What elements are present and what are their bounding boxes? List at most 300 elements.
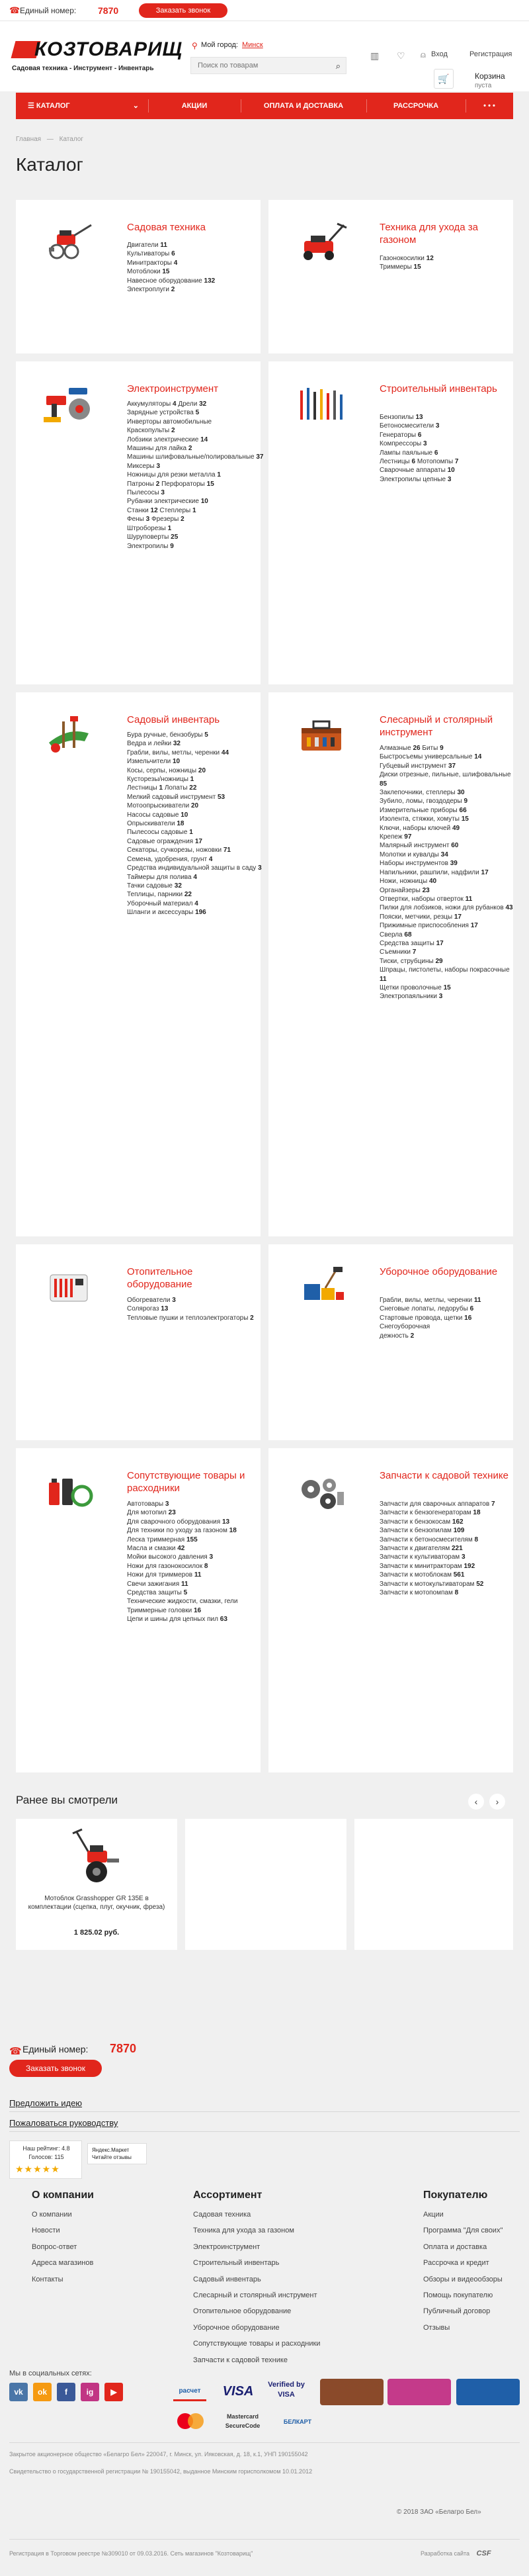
subcategory-name[interactable]: Станки (127, 506, 149, 514)
subcategory-item[interactable] (127, 739, 266, 748)
subcategory-item[interactable] (380, 806, 518, 815)
subcategory-item[interactable] (380, 1500, 518, 1508)
subcategory-name[interactable]: Зарядные устройства (127, 409, 194, 417)
subcategory-item[interactable] (380, 753, 518, 761)
complain-link[interactable]: Пожаловаться руководству (9, 2118, 118, 2128)
subcategory-item[interactable] (380, 868, 518, 877)
carousel-prev-button[interactable]: ‹ (468, 1794, 484, 1810)
subcategory-name[interactable]: Запчасти к бензокосам (380, 1518, 451, 1526)
subcategory-item[interactable] (127, 749, 266, 757)
subcategory-item[interactable] (127, 731, 266, 739)
subcategory-item[interactable] (127, 1544, 266, 1553)
subcategory-item[interactable] (127, 766, 266, 775)
subcategory-item[interactable] (380, 895, 518, 903)
subcategory-item[interactable] (127, 1553, 266, 1561)
subcategory-item[interactable] (127, 426, 266, 435)
subcategory-item[interactable] (127, 524, 266, 533)
subcategory-item[interactable] (127, 1606, 266, 1615)
subcategory-item[interactable] (127, 444, 266, 453)
subcategory-item[interactable] (127, 873, 266, 882)
subcategory-name[interactable]: Мойки высокого давления (127, 1553, 208, 1561)
footer-link[interactable]: Оплата и доставка (423, 2242, 487, 2251)
subcategory-item[interactable] (127, 436, 266, 444)
logo[interactable]: КОЗТОВАРИЩ (34, 38, 183, 60)
subcategory-name[interactable]: Цепи и шины для цепных пил (127, 1616, 218, 1624)
subcategory-item[interactable] (380, 1553, 518, 1561)
subcategory-name[interactable]: Тепловые пушки и теплоэлектрогаторы (127, 1314, 249, 1322)
footer-link[interactable]: Сопутствующие товары и расходники (193, 2340, 321, 2348)
cleaning-tools-icon[interactable] (295, 1265, 348, 1308)
gears-icon[interactable] (295, 1469, 348, 1512)
subcategory-item[interactable] (127, 899, 266, 908)
footer-link[interactable]: Электроинструмент (193, 2242, 261, 2251)
nav-catalog[interactable] (16, 93, 148, 119)
cart-icon[interactable]: 🛒 (434, 69, 454, 89)
heater-icon[interactable] (42, 1265, 95, 1308)
subcategory-item[interactable] (127, 497, 266, 506)
nav-promo[interactable]: АКЦИИ (181, 102, 208, 110)
subcategory-name[interactable]: Для сварочного оборудования (127, 1518, 221, 1526)
footer-link[interactable]: Публичный договор (423, 2307, 491, 2316)
city-selector[interactable]: Минск (242, 41, 263, 49)
subcategory-name[interactable]: Опрыскиватели (127, 820, 175, 828)
subcategory-item[interactable] (127, 1580, 266, 1588)
subcategory-name[interactable]: Стартовые провода, щетки (380, 1314, 463, 1322)
footer-phone-number[interactable]: 7870 (110, 2042, 137, 2055)
subcategory-name[interactable]: Электропилы (127, 542, 169, 550)
subcategory-item[interactable] (380, 1508, 518, 1517)
cultivator-icon[interactable] (42, 221, 95, 263)
subcategory-name[interactable]: Запчасти к двигателям (380, 1545, 450, 1553)
subcategory-item[interactable] (380, 815, 518, 823)
subcategory-name[interactable]: Грабли, вилы, метлы, черенки (380, 1297, 473, 1304)
subcategory-name[interactable]: Фрезеры (151, 516, 179, 524)
subcategory-item[interactable] (380, 788, 518, 797)
subcategory-item[interactable] (380, 1314, 518, 1322)
subcategory-item[interactable] (127, 1562, 266, 1571)
subcategory-name[interactable]: Лобзики электрические (127, 436, 199, 443)
subcategory-name[interactable]: Лампы паяльные (380, 449, 433, 457)
subcategory-item[interactable] (380, 877, 518, 886)
subcategory-name[interactable]: Перфораторы (161, 480, 205, 488)
subcategory-item[interactable] (127, 259, 266, 267)
subcategory-item[interactable] (127, 793, 266, 802)
category-title[interactable]: Электроинструмент (127, 383, 219, 394)
subcategory-name[interactable]: Средства защиты (380, 939, 434, 947)
subcategory-name[interactable]: Уборочный материал (127, 899, 193, 907)
subcategory-name[interactable]: Мотоблоки (127, 268, 161, 276)
subcategory-name[interactable]: Мотопомпы (417, 458, 454, 466)
subcategory-item[interactable] (127, 241, 266, 250)
subcategory-name[interactable]: Сварочные аппараты (380, 467, 446, 475)
subcategory-name[interactable]: Пилки для лобзиков, ножи для рубанков (380, 904, 504, 912)
subcategory-name[interactable]: Триммерные головки (127, 1606, 192, 1614)
subcategory-name[interactable]: Триммеры (380, 263, 412, 271)
subcategory-name[interactable]: Машины шлифовальные/полировальные (127, 453, 255, 461)
footer-link[interactable]: Контакты (32, 2275, 63, 2283)
subcategory-item[interactable] (127, 1518, 266, 1526)
subcategory-item[interactable] (127, 1588, 266, 1597)
subcategory-name[interactable]: Тачки садовые (127, 882, 173, 890)
subcategory-name[interactable]: Кусторезы/ножницы (127, 776, 188, 784)
subcategory-name[interactable]: Измерительные приборы (380, 806, 458, 814)
subcategory-name[interactable]: Заклепочники, степлеры (380, 789, 456, 797)
subcategory-item[interactable] (127, 277, 266, 285)
phone-number[interactable]: 7870 (98, 5, 119, 16)
subcategory-item[interactable] (380, 1322, 518, 1331)
cart-label[interactable]: Корзина (475, 71, 505, 81)
subcategory-name[interactable]: Электропилы цепные (380, 475, 446, 483)
subcategory-item[interactable] (380, 957, 518, 966)
subcategory-item[interactable] (127, 908, 266, 917)
subcategory-item[interactable] (380, 1518, 518, 1526)
subcategory-name[interactable]: Губцевый инструмент (380, 762, 447, 770)
footer-link[interactable]: Строительный инвентарь (193, 2259, 280, 2268)
subcategory-item[interactable] (380, 466, 518, 475)
subcategory-item[interactable] (127, 757, 266, 766)
toolbox-icon[interactable] (295, 713, 348, 756)
subcategory-item[interactable] (380, 762, 518, 770)
subcategory-name[interactable]: Средства индивидуальной защиты в саду (127, 864, 257, 872)
footer-link[interactable]: Садовый инвентарь (193, 2275, 261, 2283)
subcategory-name[interactable]: Рубанки электрические (127, 498, 199, 506)
footer-link[interactable]: Новости (32, 2227, 60, 2235)
subcategory-name[interactable]: Запчасти к минитракторам (380, 1562, 462, 1570)
subcategory-name[interactable]: Генераторы (380, 431, 417, 439)
subcategory-name[interactable]: Запчасти к мотокультиваторам (380, 1580, 475, 1588)
subcategory-item[interactable] (127, 480, 266, 488)
subcategory-item[interactable] (380, 413, 518, 422)
subcategory-name[interactable]: Степлеры (159, 506, 191, 514)
construction-tools-icon[interactable] (295, 383, 348, 425)
subcategory-name[interactable]: Насосы садовые (127, 811, 179, 819)
subcategory-item[interactable] (380, 1305, 518, 1313)
subcategory-item[interactable] (127, 864, 266, 872)
subcategory-name[interactable]: Ножи, ножницы (380, 878, 428, 886)
subcategory-name[interactable]: Алмазные (380, 745, 411, 752)
category-title[interactable]: Строительный инвентарь (380, 383, 497, 394)
subcategory-item[interactable] (380, 931, 518, 939)
subcategory-item[interactable] (380, 457, 518, 466)
footer-link[interactable]: Запчасти к садовой технике (193, 2356, 288, 2364)
subcategory-name[interactable]: Навесное оборудование (127, 277, 202, 285)
subcategory-item[interactable] (380, 886, 518, 895)
subcategory-item[interactable] (380, 422, 518, 430)
recent-product-card[interactable] (16, 1819, 177, 1950)
subcategory-name[interactable]: Ножницы для резки металла (127, 471, 216, 479)
subcategory-item[interactable] (380, 449, 518, 457)
carousel-next-button[interactable]: › (489, 1794, 505, 1810)
subcategory-item[interactable] (127, 775, 266, 784)
subcategory-name[interactable]: Газонокосилки (380, 255, 425, 262)
footer-link[interactable]: Программа "Для своих" (423, 2227, 503, 2235)
subcategory-item[interactable] (127, 802, 266, 810)
subcategory-item[interactable] (380, 1544, 518, 1553)
subcategory-name[interactable]: Запчасти к бетоносмесителям (380, 1536, 473, 1543)
subcategory-item[interactable] (380, 263, 518, 271)
subcategory-item[interactable] (127, 488, 266, 497)
subcategory-item[interactable] (380, 841, 518, 850)
subcategory-item[interactable] (127, 1571, 266, 1579)
footer-link[interactable]: Обзоры и видеообзоры (423, 2275, 503, 2283)
subcategory-name[interactable]: Для техники по уходу за газоном (127, 1527, 227, 1535)
subcategory-item[interactable] (127, 267, 266, 276)
register-link[interactable]: Регистрация (469, 50, 512, 58)
subcategory-item[interactable] (380, 903, 518, 912)
subcategory-name[interactable]: Запчасти к бензогенераторам (380, 1509, 471, 1517)
subcategory-name[interactable]: Таймеры для полива (127, 873, 192, 881)
subcategory-name[interactable]: Лестницы (127, 784, 157, 792)
subcategory-name[interactable]: дежность (380, 1332, 409, 1340)
subcategory-name[interactable]: Минитракторы (127, 259, 172, 267)
subcategory-item[interactable] (380, 1296, 518, 1305)
subcategory-name[interactable]: Диски отрезные, пильные, шлифовальные (380, 771, 511, 779)
subcategory-item[interactable] (127, 846, 266, 854)
subcategory-name[interactable]: Малярный инструмент (380, 842, 450, 850)
footer-link[interactable]: Отзывы (423, 2323, 450, 2332)
subcategory-name[interactable]: Наборы инструментов (380, 860, 448, 868)
rating-widget[interactable] (9, 2140, 82, 2179)
subcategory-item[interactable] (380, 966, 518, 984)
subcategory-name[interactable]: Инверторы автомобильные (127, 418, 212, 426)
subcategory-name[interactable]: Средства защиты (127, 1589, 182, 1597)
footer-link[interactable]: Вопрос-ответ (32, 2242, 77, 2251)
subcategory-name[interactable]: Компрессоры (380, 440, 422, 448)
subcategory-item[interactable] (127, 1597, 266, 1606)
subcategory-item[interactable] (127, 408, 266, 417)
subcategory-item[interactable] (380, 1526, 518, 1535)
subcategory-name[interactable]: Фены (127, 516, 144, 524)
subcategory-item[interactable] (380, 797, 518, 805)
subcategory-name[interactable]: Секаторы, сучкорезы, ножовки (127, 847, 222, 854)
subcategory-item[interactable] (380, 851, 518, 859)
subcategory-name[interactable]: Пылесосы садовые (127, 829, 188, 837)
category-title[interactable]: Слесарный и столярный инструмент (380, 714, 493, 738)
subcategory-item[interactable] (127, 533, 266, 541)
suggest-idea-link[interactable]: Предложить идею (9, 2098, 83, 2108)
category-title[interactable]: Техника для ухода за газоном (380, 222, 479, 246)
subcategory-item[interactable] (127, 882, 266, 890)
subcategory-name[interactable]: Запчасти к культиваторам (380, 1553, 460, 1561)
subcategory-item[interactable] (380, 770, 518, 788)
breadcrumb-home[interactable]: Главная (16, 136, 42, 143)
subcategory-name[interactable]: Запчасти к мотопомпам (380, 1589, 453, 1597)
subcategory-name[interactable]: Шланги и аксессуары (127, 909, 194, 917)
footer-link[interactable]: Помощь покупателю (423, 2291, 493, 2300)
subcategory-item[interactable] (127, 1314, 266, 1322)
subcategory-item[interactable] (127, 855, 266, 864)
subcategory-name[interactable]: Мотоопрыскиватели (127, 802, 190, 810)
category-title[interactable]: Садовая техника (127, 222, 206, 233)
login-link[interactable]: Вход (431, 50, 448, 58)
nav-more[interactable]: • • • (483, 102, 495, 110)
subcategory-item[interactable] (380, 1332, 518, 1340)
subcategory-name[interactable]: Запчасти для сварочных аппаратов (380, 1500, 490, 1508)
subcategory-item[interactable] (380, 984, 518, 992)
subcategory-name[interactable]: Семена, удобрения, грунт (127, 855, 208, 863)
subcategory-name[interactable]: Ножи для газонокосилок (127, 1562, 203, 1570)
vk-icon[interactable]: vk (9, 2383, 28, 2401)
subcategory-item[interactable] (380, 744, 518, 753)
footer-link[interactable]: Техника для ухода за газоном (193, 2227, 294, 2235)
fb-icon[interactable]: f (57, 2383, 75, 2401)
subcategory-item[interactable] (127, 515, 266, 524)
subcategory-name[interactable]: Солярогаз (127, 1305, 159, 1313)
subcategory-item[interactable] (127, 1508, 266, 1517)
subcategory-name[interactable]: Ведра и лейки (127, 740, 172, 748)
subcategory-name[interactable]: Дрели (178, 400, 198, 408)
subcategory-name[interactable]: Патроны (127, 480, 154, 488)
ig-icon[interactable]: ig (81, 2383, 99, 2401)
footer-link[interactable]: Рассрочка и кредит (423, 2259, 489, 2268)
subcategory-name[interactable]: Шпрацы, пистолеты, наборы покрасочные (380, 966, 510, 974)
subcategory-item[interactable] (127, 1536, 266, 1544)
product-image[interactable] (70, 1828, 123, 1889)
subcategory-item[interactable] (380, 1536, 518, 1544)
subcategory-name[interactable]: Биты (422, 745, 438, 752)
nav-installment[interactable]: РАССРОЧКА (393, 102, 439, 110)
subcategory-name[interactable]: Культиваторы (127, 250, 170, 258)
subcategory-item[interactable] (127, 250, 266, 258)
subcategory-item[interactable] (127, 542, 266, 551)
subcategory-item[interactable] (380, 939, 518, 948)
subcategory-item[interactable] (380, 948, 518, 956)
subcategory-item[interactable] (127, 418, 266, 426)
power-tools-icon[interactable] (42, 383, 95, 425)
developer-credit[interactable] (421, 2550, 491, 2557)
search-icon[interactable]: ⌕ (335, 61, 341, 71)
subcategory-name[interactable]: Теплицы, парники (127, 891, 183, 899)
subcategory-name[interactable]: Запчасти к бензопилам (380, 1527, 452, 1535)
ok-icon[interactable]: ok (33, 2383, 52, 2401)
subcategory-name[interactable]: Измельчители (127, 758, 171, 766)
compare-icon[interactable]: ▥ (370, 50, 380, 61)
subcategory-name[interactable]: Мелкий садовый инструмент (127, 793, 216, 801)
subcategory-item[interactable] (127, 453, 266, 461)
subcategory-name[interactable]: Ножи для триммеров (127, 1571, 193, 1579)
subcategory-item[interactable] (127, 1615, 266, 1624)
subcategory-name[interactable]: Машины для лайка (127, 445, 187, 453)
subcategory-item[interactable] (380, 859, 518, 868)
search-input[interactable] (191, 58, 323, 73)
subcategory-name[interactable]: Молотки и кувалды (380, 851, 439, 858)
subcategory-item[interactable] (380, 1588, 518, 1597)
subcategory-item[interactable] (127, 1305, 266, 1313)
subcategory-name[interactable]: Электроплуги (127, 286, 169, 294)
subcategory-name[interactable]: Аккумуляторы (127, 400, 171, 408)
subcategory-name[interactable]: Прижимные приспособления (380, 922, 469, 930)
subcategory-item[interactable] (127, 828, 266, 837)
subcategory-item[interactable] (380, 824, 518, 833)
subcategory-name[interactable]: Щетки проволочные (380, 984, 442, 991)
subcategory-name[interactable]: Органайзеры (380, 886, 421, 894)
subcategory-name[interactable]: Миксеры (127, 462, 155, 470)
footer-link[interactable]: Отопительное оборудование (193, 2307, 292, 2316)
category-title[interactable]: Садовый инвентарь (127, 714, 220, 725)
subcategory-name[interactable]: Быстросъемы универсальные (380, 753, 473, 761)
subcategory-name[interactable]: Обогреватели (127, 1297, 171, 1304)
callback-button[interactable]: Заказать звонок (139, 3, 227, 18)
footer-callback-button[interactable]: Заказать звонок (9, 2060, 102, 2077)
subcategory-item[interactable] (380, 431, 518, 439)
subcategory-name[interactable]: Бура ручные, бензобуры (127, 731, 203, 739)
subcategory-name[interactable]: Электропаяльники (380, 993, 437, 1001)
subcategory-name[interactable]: Бензопилы (380, 414, 414, 421)
subcategory-item[interactable] (127, 784, 266, 792)
subcategory-name[interactable]: Для мотопил (127, 1509, 167, 1517)
footer-link[interactable]: Уборочное оборудование (193, 2323, 280, 2332)
subcategory-name[interactable]: Масла и смазки (127, 1545, 176, 1553)
category-title[interactable]: Отопительное оборудование (127, 1266, 193, 1290)
subcategory-item[interactable] (127, 1526, 266, 1535)
subcategory-name[interactable]: Двигатели (127, 242, 159, 249)
nav-payment-delivery[interactable]: ОПЛАТА И ДОСТАВКА (263, 102, 344, 110)
footer-link[interactable]: Слесарный и столярный инструмент (193, 2291, 317, 2300)
garden-tools-icon[interactable] (42, 713, 95, 756)
subcategory-item[interactable] (127, 471, 266, 479)
subcategory-name[interactable]: Краскопульты (127, 427, 170, 435)
subcategory-name[interactable]: Леска триммерная (127, 1536, 185, 1543)
subcategory-item[interactable] (127, 890, 266, 899)
yandex-market-badge[interactable] (87, 2143, 147, 2164)
subcategory-name[interactable]: Лестницы (380, 458, 410, 466)
subcategory-name[interactable]: Отвертки, наборы отверток (380, 895, 464, 903)
subcategory-name[interactable]: Свечи зажигания (127, 1580, 180, 1588)
subcategory-item[interactable] (380, 833, 518, 841)
subcategory-item[interactable] (380, 992, 518, 1001)
subcategory-name[interactable]: Напильники, рашпили, надфили (380, 868, 479, 876)
product-name[interactable]: Мотоблок Grasshopper GR 135Е в комплектации (сцепка, плуг, окучник, фреза) (28, 1895, 165, 1911)
accessories-icon[interactable] (42, 1469, 95, 1512)
subcategory-item[interactable] (127, 837, 266, 846)
subcategory-name[interactable]: Косы, серпы, ножницы (127, 766, 197, 774)
subcategory-item[interactable] (127, 462, 266, 471)
subcategory-item[interactable] (127, 506, 266, 515)
subcategory-name[interactable]: Зубило, ломы, гвоздодеры (380, 798, 462, 805)
subcategory-name[interactable]: Пылесосы (127, 489, 159, 497)
footer-link[interactable]: Адреса магазинов (32, 2259, 94, 2268)
lawnmower-icon[interactable] (295, 221, 348, 263)
subcategory-item[interactable] (380, 439, 518, 448)
subcategory-item[interactable] (127, 400, 266, 408)
subcategory-item[interactable] (127, 1500, 266, 1508)
subcategory-name[interactable]: Садовые ограждения (127, 837, 194, 845)
footer-link[interactable]: О компании (32, 2211, 72, 2219)
category-title[interactable]: Уборочное оборудование (380, 1266, 498, 1277)
subcategory-name[interactable]: Съемники (380, 948, 411, 956)
subcategory-name[interactable]: Лопаты (164, 784, 188, 792)
yt-icon[interactable]: ▶ (104, 2383, 123, 2401)
subcategory-name[interactable]: Сверла (380, 931, 403, 939)
category-title[interactable]: Запчасти к садовой технике (380, 1470, 509, 1481)
subcategory-item[interactable] (380, 913, 518, 921)
favorites-heart-icon[interactable]: ♡ (397, 50, 405, 61)
subcategory-name[interactable]: Крепеж (380, 833, 403, 841)
subcategory-name[interactable]: Пояски, метчики, резцы (380, 913, 453, 921)
subcategory-name[interactable]: Штроборезы (127, 524, 166, 532)
subcategory-item[interactable] (127, 819, 266, 828)
subcategory-item[interactable] (380, 1571, 518, 1579)
subcategory-name[interactable]: Технические жидкости, смазки, гели (127, 1598, 238, 1606)
subcategory-name[interactable]: Грабли, вилы, метлы, черенки (127, 749, 220, 757)
subcategory-name[interactable]: Изолента, стяжки, хомуты (380, 815, 460, 823)
category-title[interactable]: Сопутствующие товары и расходники (127, 1470, 245, 1494)
subcategory-name[interactable]: Бетоносмесители (380, 422, 434, 430)
subcategory-item[interactable] (380, 475, 518, 484)
subcategory-item[interactable] (380, 1580, 518, 1588)
subcategory-item[interactable] (380, 254, 518, 263)
subcategory-name[interactable]: Снеговые лопаты, ледорубы (380, 1305, 468, 1313)
